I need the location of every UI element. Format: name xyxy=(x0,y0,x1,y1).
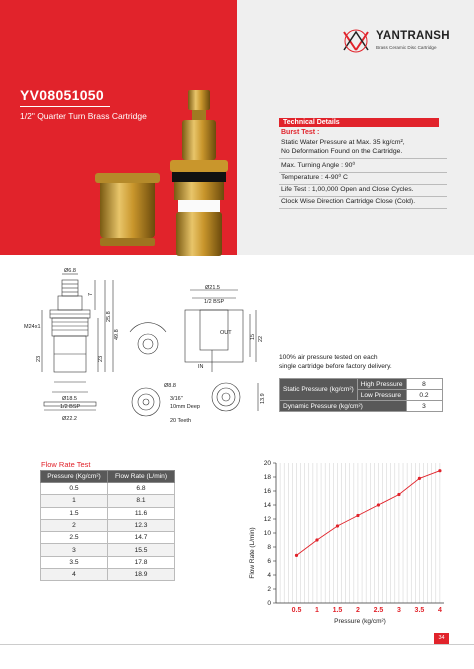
burst-test-line1: Static Water Pressure at Max. 35 kg/cm², xyxy=(281,139,405,146)
dim-deep: 10mm Deep xyxy=(170,404,200,410)
flow-cell: 14.7 xyxy=(108,532,175,544)
pressure-cell: 4 xyxy=(41,569,108,581)
flow-cell: 12.3 xyxy=(108,519,175,531)
dim-h23a: 23 xyxy=(36,355,42,362)
dim-d88: Ø8.8 xyxy=(164,383,176,389)
dim-d68: Ø6.8 xyxy=(64,268,76,274)
pressure-cell: 1 xyxy=(41,495,108,507)
dim-bsp2: 1/2 BSP xyxy=(204,299,225,305)
pressure-cell: 0.5 xyxy=(41,483,108,495)
spec-divider xyxy=(279,196,447,197)
product-model: YV08051050 xyxy=(20,87,104,103)
note-line1: 100% air pressure tested on each xyxy=(279,354,378,361)
dynamic-pressure-value: 3 xyxy=(406,401,442,412)
turning-angle: Max. Turning Angle : 90⁰ xyxy=(281,162,356,169)
dim-teeth: 20 Teeth xyxy=(170,418,192,424)
flow-rate-chart xyxy=(240,455,460,630)
spec-divider xyxy=(279,172,447,173)
dim-m24: M24x1 xyxy=(24,324,41,330)
chart-data-point xyxy=(397,493,400,496)
pressure-table xyxy=(279,378,443,412)
chart-y-tick-label: 18 xyxy=(263,474,271,481)
temperature: Temperature : 4-90⁰ C xyxy=(281,174,348,181)
chart-y-tick-label: 6 xyxy=(267,558,271,565)
chart-x-tick-label: 1.5 xyxy=(332,607,343,614)
air-test-note xyxy=(279,354,392,371)
high-pressure-value: 8 xyxy=(406,379,442,390)
chart-y-tick-label: 12 xyxy=(263,516,271,523)
chart-data-point xyxy=(295,554,298,557)
cartridge-product-image xyxy=(90,88,250,263)
pressure-cell: 3 xyxy=(41,544,108,556)
footer-divider xyxy=(0,644,474,645)
brand-tagline: Brass Ceramic Disc Cartridge xyxy=(376,45,437,50)
yantransh-logo-icon xyxy=(340,26,372,56)
chart-y-label: Flow Rate (L/min) xyxy=(249,527,256,579)
pressure-cell: 2 xyxy=(41,519,108,531)
col-flow: Flow Rate (L/min) xyxy=(108,471,175,483)
table-row xyxy=(41,556,175,568)
product-subtitle: 1/2" Quarter Turn Brass Cartridge xyxy=(20,111,147,121)
page-number: 34 xyxy=(434,633,449,644)
chart-y-tick-label: 8 xyxy=(267,544,271,551)
technical-drawing xyxy=(0,262,266,457)
pressure-cell: 2.5 xyxy=(41,532,108,544)
dim-h139: 13.9 xyxy=(260,393,266,404)
chart-x-tick-label: 1 xyxy=(315,607,319,614)
table-row xyxy=(41,483,175,495)
flow-rate-table xyxy=(40,470,175,581)
chart-data-point xyxy=(377,503,380,506)
chart-y-tick-label: 0 xyxy=(267,600,271,607)
table-row xyxy=(41,495,175,507)
table-row xyxy=(41,569,175,581)
dim-d185: Ø18.5 xyxy=(62,396,77,402)
pressure-cell: 1.5 xyxy=(41,507,108,519)
chart-x-tick-label: 2 xyxy=(355,607,360,614)
table-row xyxy=(41,507,175,519)
note-line2: single cartridge before factory delivery. xyxy=(279,362,392,370)
technical-details-title: Technical Details xyxy=(283,118,340,126)
dim-bsp1: 1/2 BSP xyxy=(60,404,81,410)
spec-divider xyxy=(279,208,447,209)
chart-x-tick-label: 3.5 xyxy=(414,607,425,614)
chart-x-tick-label: 4 xyxy=(437,607,442,614)
close-direction: Clock Wise Direction Cartridge Close (Cold). xyxy=(281,198,416,205)
chart-y-tick-label: 20 xyxy=(263,460,271,467)
label-in: IN xyxy=(198,364,204,370)
brand-name: YANTRANSH xyxy=(376,30,450,42)
spec-divider xyxy=(279,158,447,159)
chart-y-tick-label: 2 xyxy=(267,586,271,593)
burst-test-label: Burst Test : xyxy=(281,129,320,136)
table-row xyxy=(41,532,175,544)
burst-test-line2: No Deformation Found on the Cartridge. xyxy=(281,148,403,155)
chart-data-point xyxy=(336,524,339,527)
label-out: OUT xyxy=(220,330,232,336)
flow-cell: 11.6 xyxy=(108,507,175,519)
chart-data-point xyxy=(315,538,318,541)
flow-cell: 18.9 xyxy=(108,569,175,581)
flow-cell: 17.8 xyxy=(108,556,175,568)
dim-ang: 3/16" xyxy=(170,396,183,402)
chart-series-line xyxy=(296,471,439,556)
spec-divider xyxy=(279,184,447,185)
chart-y-tick-label: 14 xyxy=(263,502,271,509)
pressure-cell: 3.5 xyxy=(41,556,108,568)
chart-x-tick-label: 2.5 xyxy=(373,607,384,614)
dynamic-pressure-label: Dynamic Pressure (kg/cm²) xyxy=(280,401,407,412)
static-pressure-label: Static Pressure (kg/cm²) xyxy=(280,379,358,401)
flow-rate-title: Flow Rate Test xyxy=(41,460,91,469)
dim-d222: Ø22.2 xyxy=(62,416,77,422)
low-pressure-value: 0.2 xyxy=(406,390,442,401)
dim-h498: 49.8 xyxy=(114,329,120,340)
col-pressure: Pressure (Kg/cm²) xyxy=(41,471,108,483)
flow-cell: 8.1 xyxy=(108,495,175,507)
high-pressure-label: High Pressure xyxy=(357,379,406,390)
chart-y-tick-label: 16 xyxy=(263,488,271,495)
dim-h15: 15 xyxy=(250,333,256,340)
chart-x-label: Pressure (kg/cm²) xyxy=(334,618,386,625)
chart-data-point xyxy=(356,514,359,517)
flow-cell: 15.5 xyxy=(108,544,175,556)
chart-y-tick-label: 10 xyxy=(263,530,271,537)
chart-x-tick-label: 0.5 xyxy=(291,607,302,614)
dim-h23b: 23 xyxy=(98,355,104,362)
life-test: Life Test : 1,00,000 Open and Close Cycles. xyxy=(281,186,414,193)
dim-d215: Ø21.5 xyxy=(205,285,220,291)
chart-data-point xyxy=(418,477,421,480)
low-pressure-label: Low Pressure xyxy=(357,390,406,401)
dim-h7: 7 xyxy=(88,292,94,296)
chart-x-tick-label: 3 xyxy=(396,607,401,614)
table-row xyxy=(41,519,175,531)
chart-data-point xyxy=(438,469,441,472)
dim-h22: 22 xyxy=(258,335,264,342)
chart-y-tick-label: 4 xyxy=(267,572,271,579)
flow-cell: 6.8 xyxy=(108,483,175,495)
table-row xyxy=(41,544,175,556)
dim-h258: 25.8 xyxy=(106,311,112,322)
